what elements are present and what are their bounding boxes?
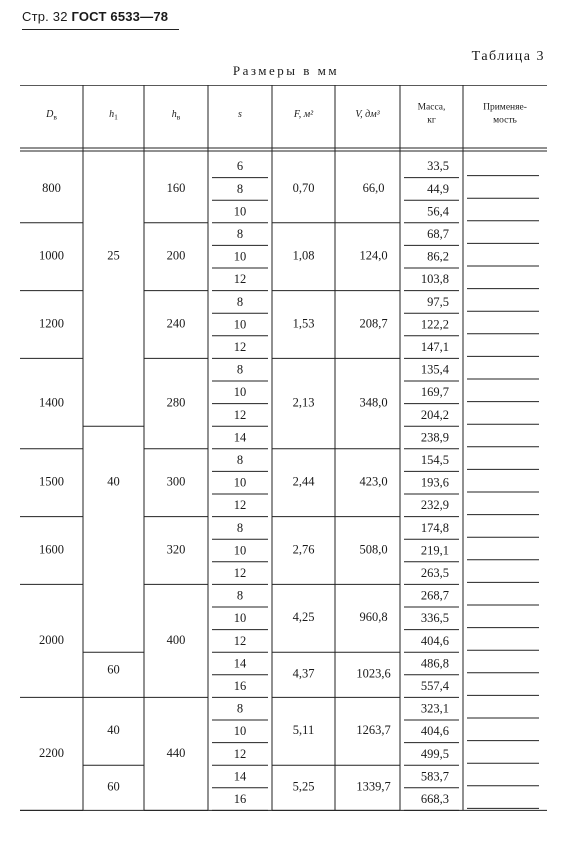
cell-s: 10 xyxy=(233,249,247,264)
cell-mass: 174,8 xyxy=(420,520,449,535)
cell-s: 14 xyxy=(233,430,247,445)
cell-f: 2,76 xyxy=(292,542,315,557)
dimensions-table xyxy=(20,85,552,830)
cell-mass: 404,6 xyxy=(420,724,449,739)
cell-s: 12 xyxy=(233,407,247,422)
cell-h1: 60 xyxy=(107,779,120,794)
cell-s: 10 xyxy=(233,385,247,400)
cell-f: 5,11 xyxy=(292,723,315,738)
cell-f: 5,25 xyxy=(292,779,315,794)
column-header-mass-line1: Масса, xyxy=(417,102,446,113)
cell-h2: 200 xyxy=(166,248,186,263)
cell-s: 8 xyxy=(236,452,244,467)
cell-s: 16 xyxy=(233,791,247,806)
cell-s: 10 xyxy=(233,317,247,332)
cell-v: 1263,7 xyxy=(356,723,391,738)
cell-v: 423,0 xyxy=(359,474,388,489)
cell-s: 12 xyxy=(233,565,247,580)
table-number: Таблица 3 xyxy=(471,49,545,64)
cell-f: 4,25 xyxy=(292,610,315,625)
cell-h2: 400 xyxy=(166,632,186,647)
page-header xyxy=(22,9,168,24)
cell-s: 14 xyxy=(233,656,247,671)
cell-mass: 232,9 xyxy=(420,498,449,513)
cell-mass: 68,7 xyxy=(427,226,449,241)
cell-mass: 583,7 xyxy=(420,769,449,784)
cell-h2: 160 xyxy=(166,180,186,195)
cell-mass: 499,5 xyxy=(420,746,449,761)
cell-d: 1200 xyxy=(39,316,64,331)
cell-s: 10 xyxy=(233,204,247,219)
cell-h2: 240 xyxy=(166,316,186,331)
header-rule xyxy=(22,29,179,30)
cell-h2: 300 xyxy=(166,474,186,489)
cell-mass: 263,5 xyxy=(420,565,449,580)
cell-f: 1,08 xyxy=(292,248,315,263)
cell-mass: 135,4 xyxy=(420,362,449,377)
cell-mass: 238,9 xyxy=(420,430,449,445)
cell-d: 2200 xyxy=(39,745,64,760)
cell-s: 8 xyxy=(236,294,244,309)
cell-mass: 268,7 xyxy=(420,588,449,603)
cell-f: 0,70 xyxy=(292,180,315,195)
cell-v: 960,8 xyxy=(359,610,388,625)
cell-mass: 56,4 xyxy=(427,204,449,219)
cell-s: 8 xyxy=(236,226,244,241)
cell-h1: 40 xyxy=(107,723,120,738)
column-header-h1: $h_1$ xyxy=(109,108,118,122)
cell-h1: 40 xyxy=(107,474,120,489)
column-header-h2: $h_в$ xyxy=(171,108,181,122)
column-header-v: V, дм³ xyxy=(355,108,380,120)
cell-mass: 404,6 xyxy=(420,633,449,648)
cell-s: 8 xyxy=(236,588,244,603)
cell-f: 2,44 xyxy=(292,474,315,489)
cell-s: 10 xyxy=(233,475,247,490)
cell-s: 12 xyxy=(233,272,247,287)
cell-s: 16 xyxy=(233,678,247,693)
cell-v: 124,0 xyxy=(359,248,388,263)
cell-mass: 557,4 xyxy=(420,678,449,693)
cell-d: 1600 xyxy=(39,542,64,557)
cell-mass: 33,5 xyxy=(427,159,449,174)
cell-h1: 25 xyxy=(107,248,120,263)
cell-mass: 219,1 xyxy=(420,543,449,558)
cell-mass: 169,7 xyxy=(420,385,449,400)
cell-d: 1000 xyxy=(39,248,64,263)
cell-s: 14 xyxy=(233,769,247,784)
cell-s: 8 xyxy=(236,181,244,196)
cell-v: 348,0 xyxy=(359,395,388,410)
cell-v: 66,0 xyxy=(362,180,385,195)
cell-mass: 336,5 xyxy=(420,611,449,626)
column-header-application-line1: Применяе- xyxy=(483,102,527,113)
cell-s: 10 xyxy=(233,543,247,558)
cell-s: 8 xyxy=(236,362,244,377)
cell-mass: 323,1 xyxy=(420,701,449,716)
cell-d: 2000 xyxy=(39,632,64,647)
cell-v: 1339,7 xyxy=(356,779,391,794)
cell-d: 1400 xyxy=(39,395,64,410)
column-header-mass-line2: кг xyxy=(427,115,436,126)
cell-mass: 97,5 xyxy=(427,294,449,309)
standard-number: ГОСТ 6533—78 xyxy=(71,9,169,24)
column-header-f: F, м² xyxy=(293,108,314,120)
cell-s: 10 xyxy=(233,611,247,626)
units-caption: Размеры в мм xyxy=(232,63,340,78)
cell-h1: 60 xyxy=(107,662,120,677)
cell-v: 208,7 xyxy=(359,316,388,331)
dimensions-table-grid xyxy=(20,85,552,830)
cell-s: 10 xyxy=(233,724,247,739)
cell-f: 2,13 xyxy=(292,395,315,410)
cell-f: 1,53 xyxy=(292,316,315,331)
cell-f: 4,37 xyxy=(292,666,315,681)
cell-h2: 280 xyxy=(166,395,186,410)
column-header-s: s xyxy=(238,108,242,120)
cell-d: 800 xyxy=(42,180,61,195)
cell-s: 8 xyxy=(236,520,244,535)
cell-mass: 147,1 xyxy=(420,339,449,354)
cell-s: 12 xyxy=(233,633,247,648)
cell-mass: 44,9 xyxy=(427,181,449,196)
cell-s: 12 xyxy=(233,498,247,513)
cell-mass: 86,2 xyxy=(427,249,449,264)
cell-h2: 440 xyxy=(166,745,186,760)
page-number: Стр. 32 xyxy=(22,9,68,24)
cell-s: 12 xyxy=(233,746,247,761)
cell-s: 6 xyxy=(236,159,244,174)
column-header-d: $D_в$ xyxy=(46,108,57,122)
cell-v: 1023,6 xyxy=(356,666,391,681)
cell-h2: 320 xyxy=(166,542,186,557)
cell-d: 1500 xyxy=(39,474,64,489)
column-header-application-line2: мость xyxy=(493,115,517,126)
cell-mass: 154,5 xyxy=(420,452,449,467)
cell-mass: 204,2 xyxy=(420,407,449,422)
cell-mass: 668,3 xyxy=(420,791,449,806)
cell-s: 8 xyxy=(236,701,244,716)
cell-v: 508,0 xyxy=(359,542,388,557)
cell-mass: 486,8 xyxy=(420,656,449,671)
cell-mass: 103,8 xyxy=(420,272,449,287)
cell-mass: 122,2 xyxy=(420,317,449,332)
cell-s: 12 xyxy=(233,339,247,354)
cell-mass: 193,6 xyxy=(420,475,449,490)
